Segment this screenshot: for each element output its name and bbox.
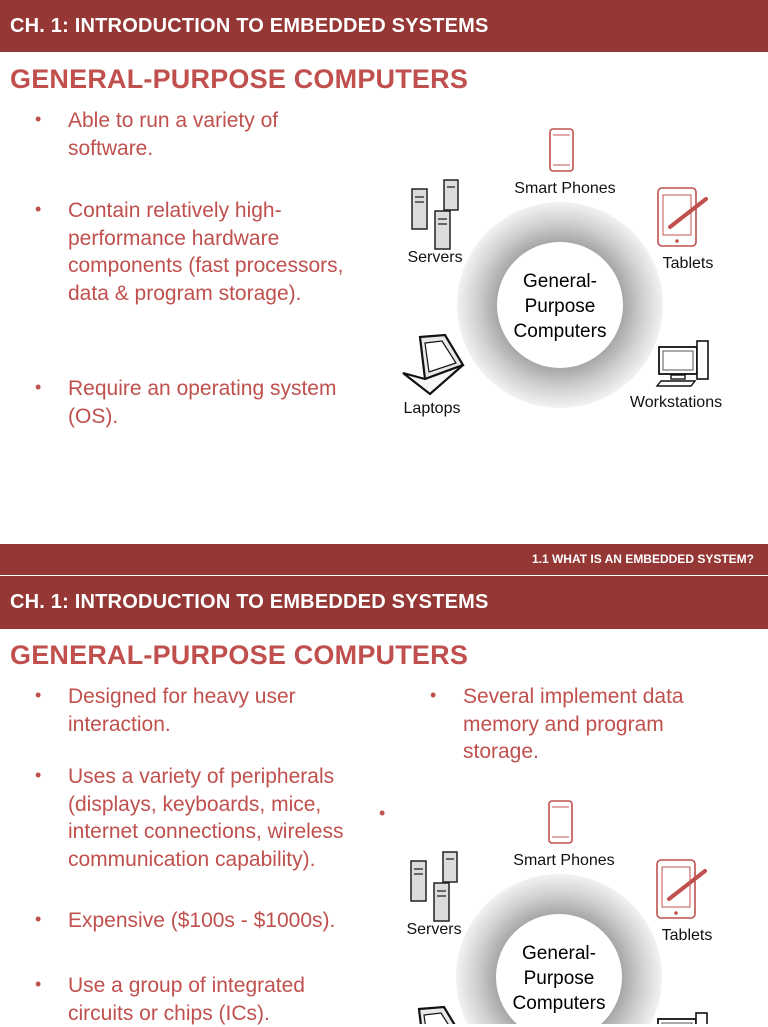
tablet-icon — [658, 188, 706, 246]
bullet-text: Use a group of integrated circuits or chips (ICs). — [68, 974, 305, 1025]
slide1-header-title: CH. 1: INTRODUCTION TO EMBEDDED SYSTEMS — [10, 15, 489, 37]
bullet-dot: • — [35, 974, 42, 994]
servers-icon — [412, 180, 458, 249]
slide2-left-bullet-4 — [35, 972, 358, 1027]
center-label-line1: General- — [522, 943, 596, 964]
bullet-text: Designed for heavy user interaction. — [68, 685, 296, 736]
center-label-line3: Computers — [512, 993, 606, 1014]
bullet-dot: • — [35, 765, 42, 785]
slide1-bullet-3 — [35, 375, 368, 430]
tablets-label: Tablets — [661, 927, 713, 944]
bullet-text: Able to run a variety of software. — [68, 109, 279, 160]
bullet-text: Expensive ($100s - $1000s). — [68, 909, 336, 932]
servers-label: Servers — [406, 921, 462, 938]
bullet-dot: • — [35, 199, 42, 219]
center-label-line3: Computers — [513, 321, 607, 342]
bullet-text: Several implement data memory and program storage. — [463, 685, 684, 763]
slide2-header — [0, 576, 768, 629]
bullet-text: Uses a variety of peripherals (displays, keyboards, mice, internet connections, wireless communication capability). — [68, 765, 344, 871]
workstation-icon — [657, 341, 708, 386]
servers-label: Servers — [407, 249, 463, 266]
bullet-dot: • — [35, 377, 42, 397]
laptop-icon — [403, 335, 463, 394]
slide1-bullet-2 — [35, 197, 373, 307]
slide2-device-diagram — [384, 787, 744, 1024]
workstation-icon — [658, 1013, 707, 1024]
center-label-line1: General- — [523, 271, 597, 292]
center-label-line2: Purpose — [523, 968, 595, 989]
tablets-label: Tablets — [662, 255, 714, 272]
tablet-icon — [657, 860, 705, 918]
slide1-title: GENERAL-PURPOSE COMPUTERS — [10, 64, 469, 94]
bullet-dot: • — [35, 909, 42, 929]
bullet-dot: • — [430, 685, 437, 705]
slide1-header — [0, 0, 768, 52]
workstations-label: Workstations — [629, 394, 723, 411]
bullet-text: Require an operating system (OS). — [68, 377, 337, 428]
smart-phone-icon — [550, 129, 573, 171]
bullet-dot: • — [35, 685, 42, 705]
bullet-dot: • — [35, 109, 42, 129]
center-label-line2: Purpose — [524, 296, 596, 317]
laptops-label: Laptops — [403, 400, 461, 417]
slide2-left-bullet-1 — [35, 683, 358, 738]
smart-phones-label: Smart Phones — [514, 180, 616, 197]
smart-phones-label: Smart Phones — [513, 852, 615, 869]
slide2-header-title: CH. 1: INTRODUCTION TO EMBEDDED SYSTEMS — [10, 591, 489, 613]
slide1-device-diagram — [385, 115, 745, 440]
bullet-text: Contain relatively high-performance hardware components (fast processors, data & program storage). — [68, 199, 344, 305]
slide2-left-bullet-2 — [35, 763, 373, 873]
smart-phone-icon — [549, 801, 572, 843]
slide2-right-bullet-1 — [430, 683, 733, 766]
slide1-footer-section-label: 1.1 WHAT IS AN EMBEDDED SYSTEM? — [531, 552, 754, 566]
slide2-title: GENERAL-PURPOSE COMPUTERS — [10, 640, 469, 670]
slide1-bullet-1 — [35, 107, 358, 162]
slide1-footer — [0, 544, 768, 575]
servers-icon — [411, 852, 457, 921]
bullet-dot: • — [379, 803, 386, 823]
slide2-left-bullet-3 — [35, 907, 373, 935]
laptop-icon — [402, 1007, 462, 1024]
